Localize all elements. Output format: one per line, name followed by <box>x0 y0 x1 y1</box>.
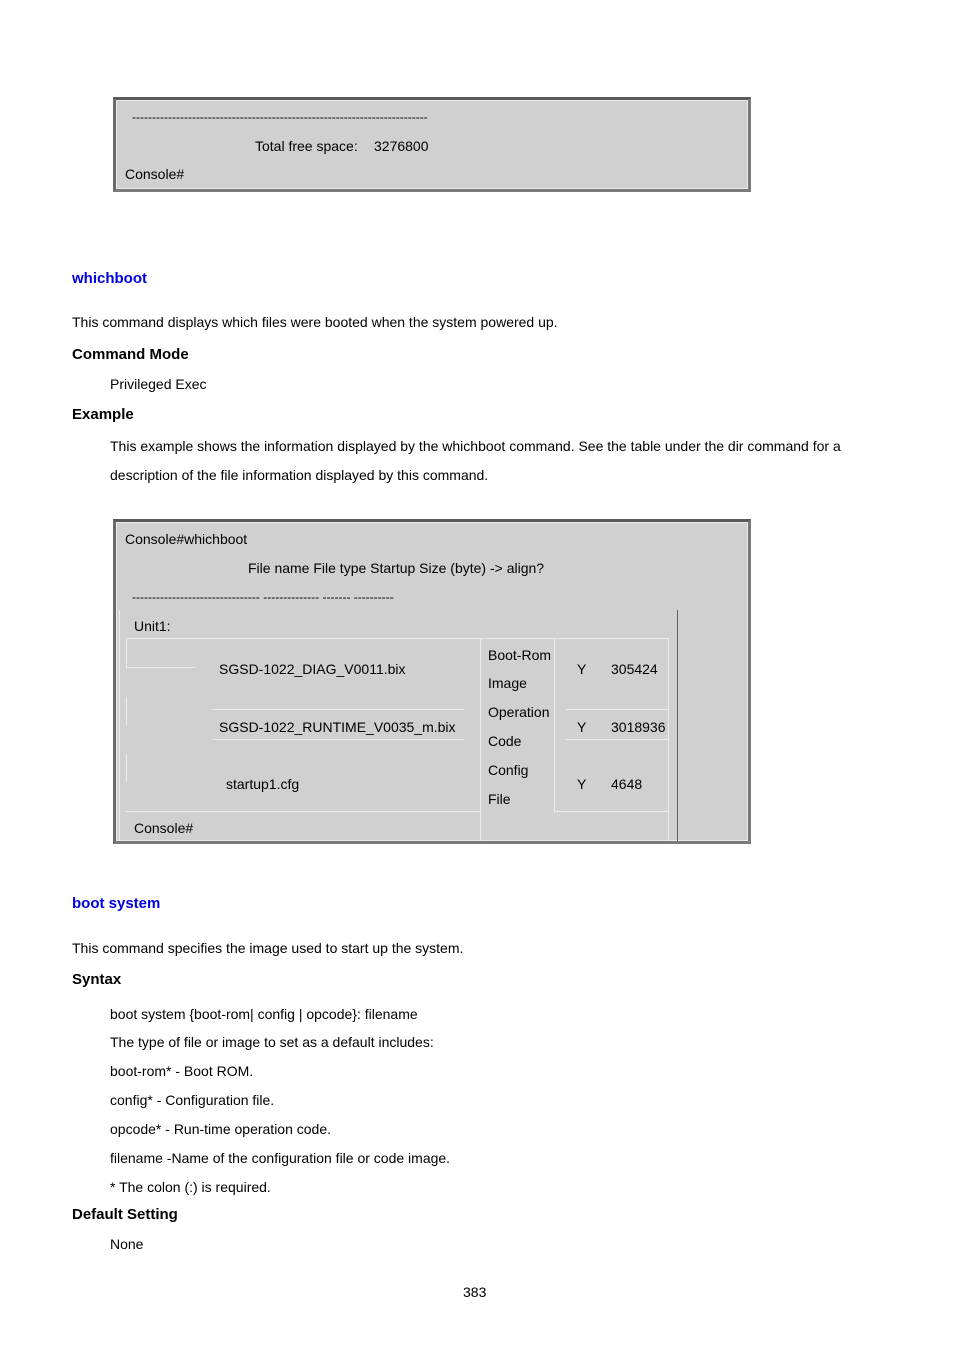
unit-label: Unit1: <box>134 618 171 634</box>
whichboot-description: This command displays which files were booted when the system powered up. <box>72 314 558 330</box>
boot-system-description: This command specifies the image used to start up the system. <box>72 940 464 956</box>
table-divider <box>668 638 669 841</box>
free-space-label: Total free space: <box>255 138 358 154</box>
file-name: startup1.cfg <box>226 776 300 792</box>
default-setting-heading: Default Setting <box>72 1206 178 1223</box>
console-dashes: -------------------------------------------------------------------------- <box>132 110 428 124</box>
syntax-line: boot system {boot-rom| config | opcode}: filename <box>110 1006 418 1022</box>
table-divider <box>480 638 481 841</box>
table-divider <box>566 709 668 710</box>
console-prompt: Console# <box>134 820 194 836</box>
example-text-line1: This example shows the information displayed by the whichboot command. See the table under the dir command for a <box>110 438 841 454</box>
startup-flag: Y <box>577 661 587 677</box>
console-prompt: Console# <box>125 166 185 182</box>
table-divider <box>212 709 464 710</box>
console-command: Console#whichboot <box>125 531 248 547</box>
table-divider <box>126 811 480 812</box>
example-text-line2: description of the file information displayed by this command. <box>110 467 489 483</box>
file-size: 3018936 <box>611 719 666 735</box>
syntax-line: filename -Name of the configuration file or code image. <box>110 1150 451 1166</box>
syntax-line: config* - Configuration file. <box>110 1092 275 1108</box>
file-name: SGSD-1022_DIAG_V0011.bix <box>219 661 406 677</box>
syntax-heading: Syntax <box>72 971 122 988</box>
table-divider <box>566 739 668 740</box>
table-divider <box>212 739 464 740</box>
command-mode-heading: Command Mode <box>72 346 189 363</box>
file-size: 4648 <box>611 776 643 792</box>
default-setting-value: None <box>110 1236 144 1252</box>
section-title-whichboot: whichboot <box>72 270 147 287</box>
syntax-line: The type of file or image to set as a default includes: <box>110 1034 434 1050</box>
page-number: 383 <box>463 1284 487 1300</box>
table-border-left <box>119 610 120 841</box>
command-mode-value: Privileged Exec <box>110 376 207 392</box>
table-divider <box>126 754 127 782</box>
file-size: 305424 <box>611 661 658 677</box>
console-table-header: File name File type Startup Size (byte) -> align? <box>248 560 545 576</box>
file-type-line2: Code <box>488 733 522 749</box>
file-type-line2: Image <box>488 675 527 691</box>
console-dashes: -------------------------------- -------------- ------- ---------- <box>132 590 394 604</box>
table-divider <box>126 697 127 725</box>
file-name: SGSD-1022_RUNTIME_V0035_m.bix <box>219 719 456 735</box>
file-type-line1: Config <box>488 762 529 778</box>
syntax-line: boot-rom* - Boot ROM. <box>110 1063 254 1079</box>
table-divider <box>126 638 127 668</box>
example-heading: Example <box>72 406 134 423</box>
table-divider <box>126 667 196 668</box>
syntax-line: opcode* - Run-time operation code. <box>110 1121 332 1137</box>
whichboot-console-block <box>113 519 751 844</box>
startup-flag: Y <box>577 719 587 735</box>
startup-flag: Y <box>577 776 587 792</box>
file-type-line2: File <box>488 791 511 807</box>
table-divider <box>554 638 555 813</box>
table-border-right <box>677 610 678 841</box>
top-console-block <box>113 97 751 192</box>
table-divider <box>554 811 668 812</box>
syntax-line: * The colon (:) is required. <box>110 1179 271 1195</box>
section-title-boot-system: boot system <box>72 895 161 912</box>
file-type-line1: Boot-Rom <box>488 647 552 663</box>
table-divider <box>126 638 668 639</box>
free-space-value: 3276800 <box>374 138 429 154</box>
file-type-line1: Operation <box>488 704 550 720</box>
